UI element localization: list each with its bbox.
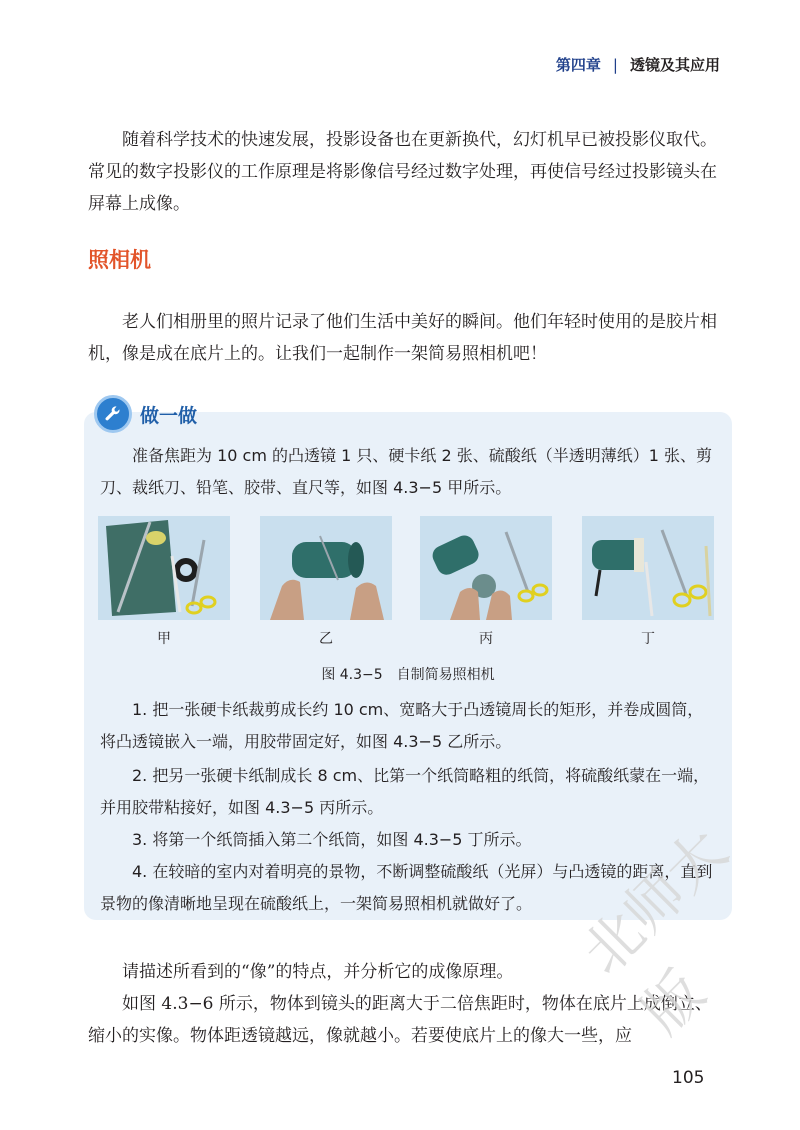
section-title: 照相机 <box>88 248 151 272</box>
photo-caption: 乙 <box>319 631 333 647</box>
header-separator: | <box>612 55 618 74</box>
publisher-watermark: 北师大版 <box>569 816 741 1047</box>
question-paragraph: 请描述所看到的“像”的特点，并分析它的成像原理。 <box>122 962 514 982</box>
chapter-topic: 透镜及其应用 <box>629 56 720 74</box>
photo-tube-lens <box>260 516 392 620</box>
activity-step: 3. 将第一个纸筒插入第二个纸筒，如图 4.3−5 丁所示。 <box>132 830 532 849</box>
chapter-label: 第四章 <box>555 56 601 74</box>
page-number: 105 <box>672 1068 705 1088</box>
chapter-header <box>556 54 720 75</box>
activity-step: 1. 把一张硬卡纸裁剪成长约 10 cm、宽略大于凸透镜周长的矩形，并卷成圆筒，将凸透镜嵌入一端，用胶带固定好，如图 4.3−5 乙所示。 <box>100 700 704 751</box>
activity-step: 4. 在较暗的室内对着明亮的景物，不断调整硫酸纸（光屏）与凸透镜的距离，直到景物的像清晰地呈现在硫酸纸上，一架简易照相机就做好了。 <box>100 862 713 913</box>
activity-step: 2. 把另一张硬卡纸制成长 8 cm、比第一个纸筒略粗的纸筒，将硫酸纸蒙在一端，并用胶带粘接好，如图 4.3−5 丙所示。 <box>100 766 710 817</box>
photo-caption: 丁 <box>641 631 655 647</box>
photo-assembled <box>582 516 714 620</box>
activity-title: 做一做 <box>140 404 198 427</box>
explanation-paragraph: 如图 4.3−6 所示，物体到镜头的距离大于二倍焦距时，物体在底片上成倒立、缩小的实像。物体距透镜越远，像就越小。若要使底片上的像大一些，应 <box>88 994 712 1046</box>
activity-badge <box>94 395 197 433</box>
photo-caption: 甲 <box>157 631 171 647</box>
section-paragraph: 老人们相册里的照片记录了他们生活中美好的瞬间。他们年轻时使用的是胶片相机，像是成在底片上的。让我们一起制作一架简易照相机吧！ <box>88 312 717 364</box>
activity-intro: 准备焦距为 10 cm 的凸透镜 1 只、硬卡纸 2 张、硫酸纸（半透明薄纸）1 张、剪刀、裁纸刀、铅笔、胶带、直尺等，如图 4.3−5 甲所示。 <box>100 446 712 497</box>
photo-caption: 丙 <box>479 631 493 647</box>
photo-materials <box>98 516 230 620</box>
photo-tube-paper <box>420 516 552 620</box>
figure-caption: 图 4.3−5 自制简易照相机 <box>321 667 495 683</box>
wrench-icon <box>94 395 132 433</box>
intro-paragraph: 随着科学技术的快速发展，投影设备也在更新换代，幻灯机早已被投影仪取代。常见的数字投影仪的工作原理是将影像信号经过数字处理，再使信号经过投影镜头在屏幕上成像。 <box>88 130 717 214</box>
